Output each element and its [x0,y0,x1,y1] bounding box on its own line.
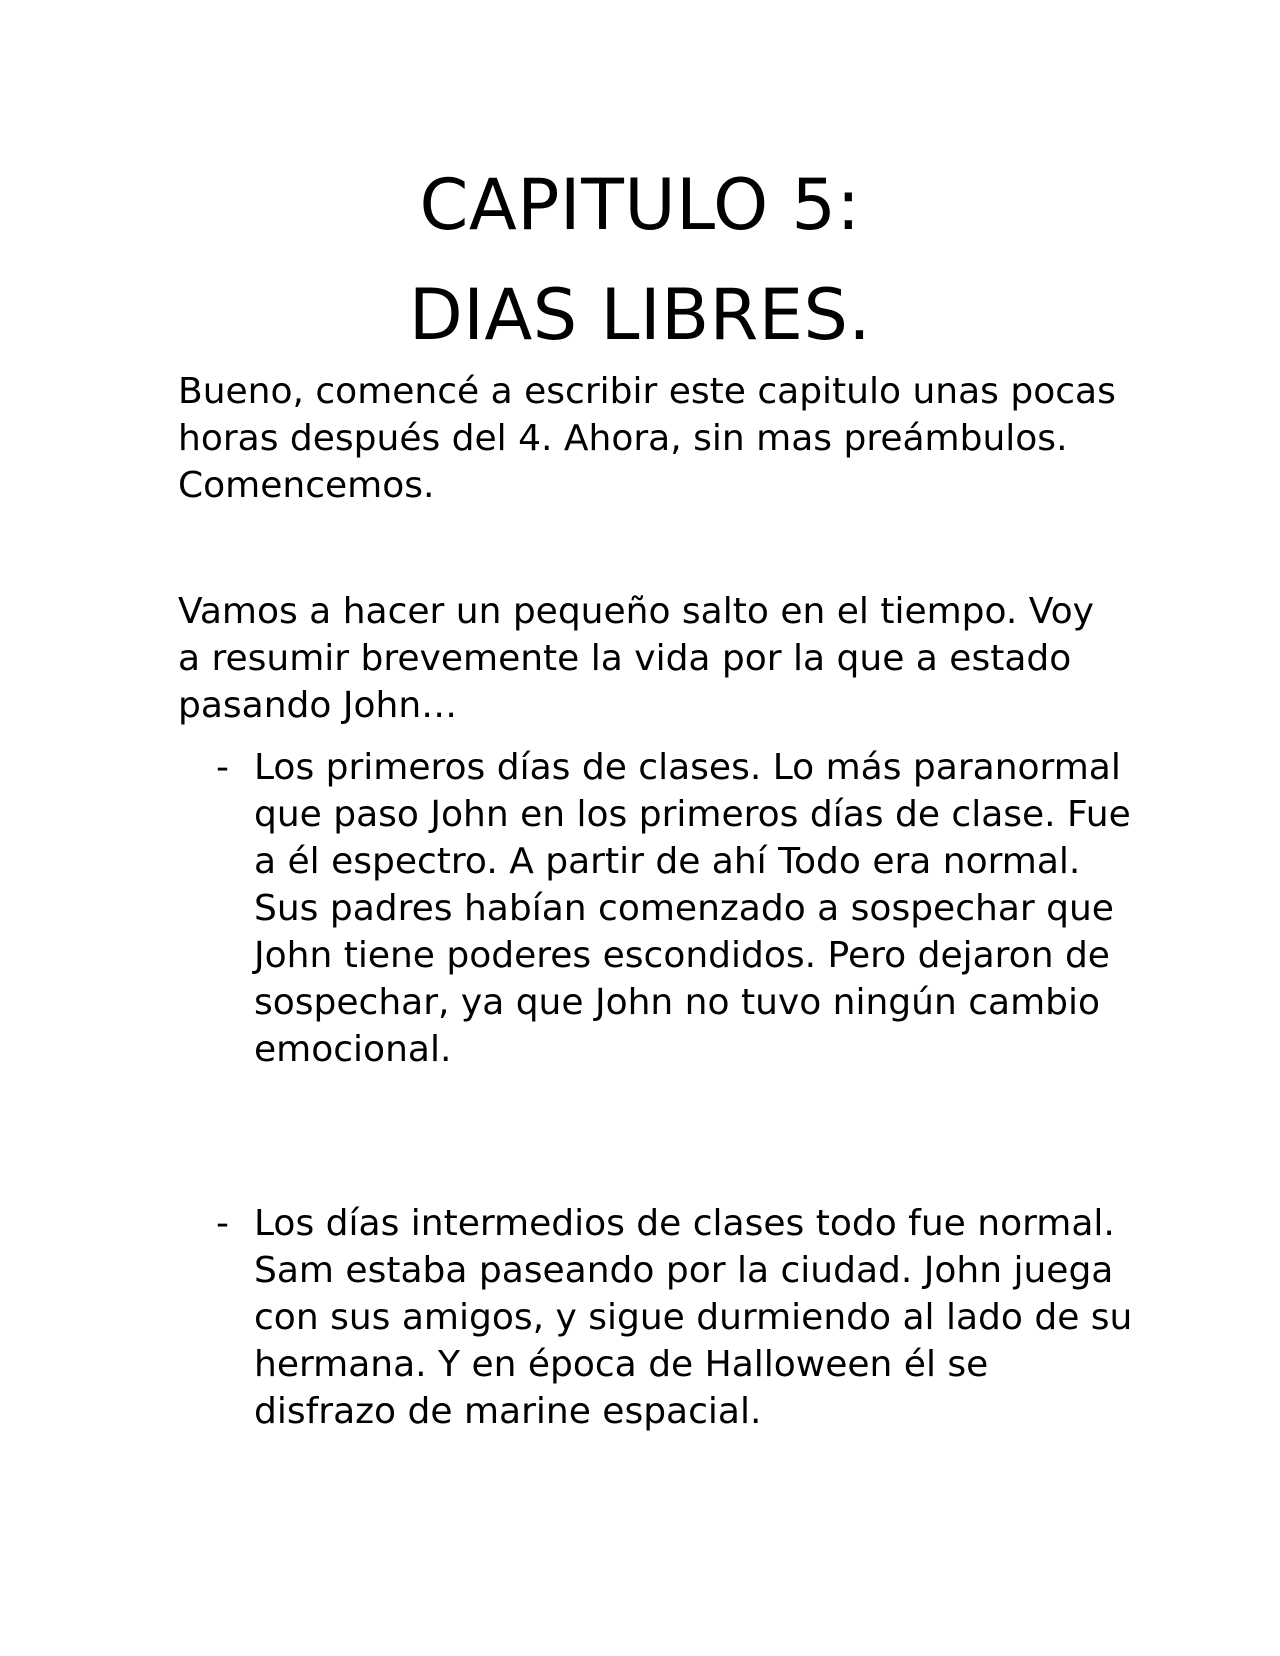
intro-paragraph: Bueno, comencé a escribir este capitulo unas pocas horas después del 4. Ahora, sin mas preámbulos. Comencemos. [178,371,1116,506]
chapter-title [0,150,1280,370]
list-item-text: Los primeros días de clases. Lo más paranormal que paso John en los primeros días de clase. Fue a él espectro. A partir de ahí Todo era normal. Sus padres habían comenzado a sospechar que John tiene poderes escondidos. Pero dejaron de sospechar, ya que John no tuvo ningún cambio emocional. [254,747,1131,1070]
dash-bullet: - [216,747,229,788]
list-item-text: Los días intermedios de clases todo fue normal. Sam estaba paseando por la ciudad. John juega con sus amigos, y sigue durmiendo al lado de su hermana. Y en época de Halloween él se disfrazo de marine espacial. [254,1203,1133,1432]
dash-bullet: - [216,1203,229,1244]
chapter-name: DIAS LIBRES. [408,274,872,356]
list-item [178,744,1138,1073]
summary-paragraph: Vamos a hacer un pequeño salto en el tiempo. Voy a resumir brevemente la vida por la que a estado pasando John… [178,591,1094,726]
list-item [178,1200,1138,1435]
chapter-number: CAPITULO 5: [419,164,861,246]
